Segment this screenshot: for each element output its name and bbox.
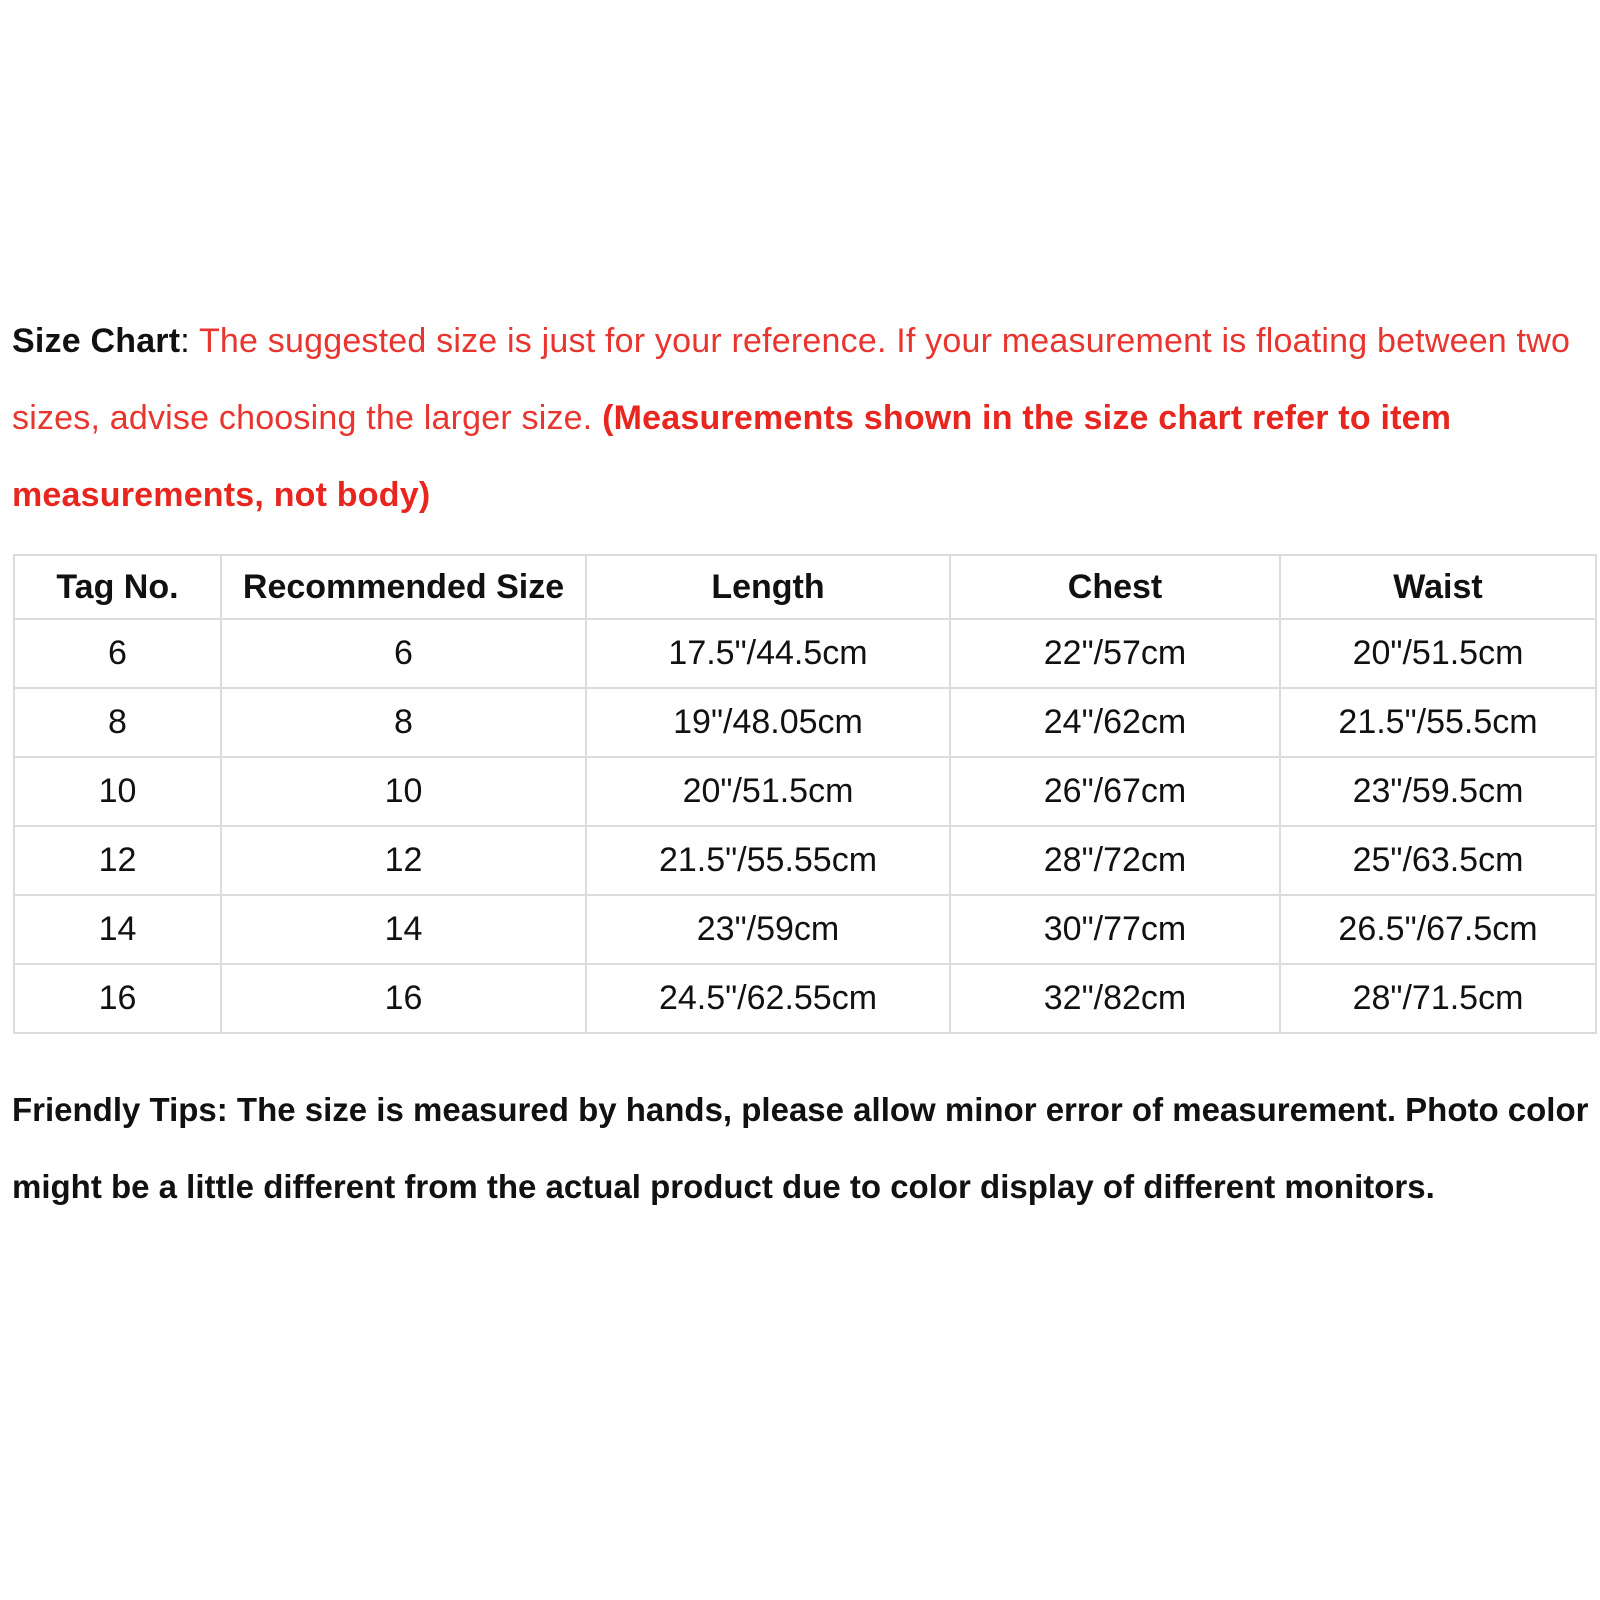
header-waist: Waist (1280, 555, 1596, 619)
size-chart-label: Size Chart (12, 322, 181, 360)
table-row (14, 964, 1596, 1033)
cell-length: 23"/59cm (586, 895, 950, 964)
cell-tag-no: 16 (14, 964, 221, 1033)
size-chart-colon: : (180, 322, 199, 360)
cell-tag-no: 10 (14, 757, 221, 826)
cell-length: 20"/51.5cm (586, 757, 950, 826)
header-length: Length (586, 555, 950, 619)
friendly-tips: Friendly Tips: The size is measured by hands, please allow minor error of measurement. Photo color might be a little different from the actual product due to color display of different monitors. (12, 1091, 1589, 1205)
cell-length: 19"/48.05cm (586, 688, 950, 757)
cell-waist: 23"/59.5cm (1280, 757, 1596, 826)
cell-length: 24.5"/62.55cm (586, 964, 950, 1033)
cell-tag-no: 14 (14, 895, 221, 964)
cell-chest: 30"/77cm (950, 895, 1280, 964)
table-row (14, 826, 1596, 895)
cell-waist: 26.5"/67.5cm (1280, 895, 1596, 964)
cell-waist: 25"/63.5cm (1280, 826, 1596, 895)
cell-chest: 22"/57cm (950, 619, 1280, 688)
cell-recommended-size: 8 (221, 688, 586, 757)
header-tag-no: Tag No. (14, 555, 221, 619)
cell-chest: 24"/62cm (950, 688, 1280, 757)
header-recommended-size: Recommended Size (221, 555, 586, 619)
cell-chest: 28"/72cm (950, 826, 1280, 895)
table-row (14, 757, 1596, 826)
measurement-disclaimer: (Measurements shown in the size chart refer to item measurements, not body) (12, 399, 1452, 514)
cell-recommended-size: 14 (221, 895, 586, 964)
size-chart-intro (12, 303, 1592, 534)
cell-recommended-size: 10 (221, 757, 586, 826)
size-reference-note: The suggested size is just for your reference. If your measurement is floating between two sizes, advise choosing the larger size. (12, 322, 1571, 437)
cell-chest: 26"/67cm (950, 757, 1280, 826)
cell-recommended-size: 12 (221, 826, 586, 895)
table-row (14, 688, 1596, 757)
size-table (13, 554, 1597, 1034)
cell-tag-no: 8 (14, 688, 221, 757)
cell-tag-no: 6 (14, 619, 221, 688)
cell-waist: 21.5"/55.5cm (1280, 688, 1596, 757)
table-row (14, 619, 1596, 688)
cell-chest: 32"/82cm (950, 964, 1280, 1033)
cell-recommended-size: 6 (221, 619, 586, 688)
cell-length: 21.5"/55.55cm (586, 826, 950, 895)
table-row (14, 895, 1596, 964)
cell-waist: 28"/71.5cm (1280, 964, 1596, 1033)
table-header-row (14, 555, 1596, 619)
cell-tag-no: 12 (14, 826, 221, 895)
cell-waist: 20"/51.5cm (1280, 619, 1596, 688)
header-chest: Chest (950, 555, 1280, 619)
cell-length: 17.5"/44.5cm (586, 619, 950, 688)
cell-recommended-size: 16 (221, 964, 586, 1033)
